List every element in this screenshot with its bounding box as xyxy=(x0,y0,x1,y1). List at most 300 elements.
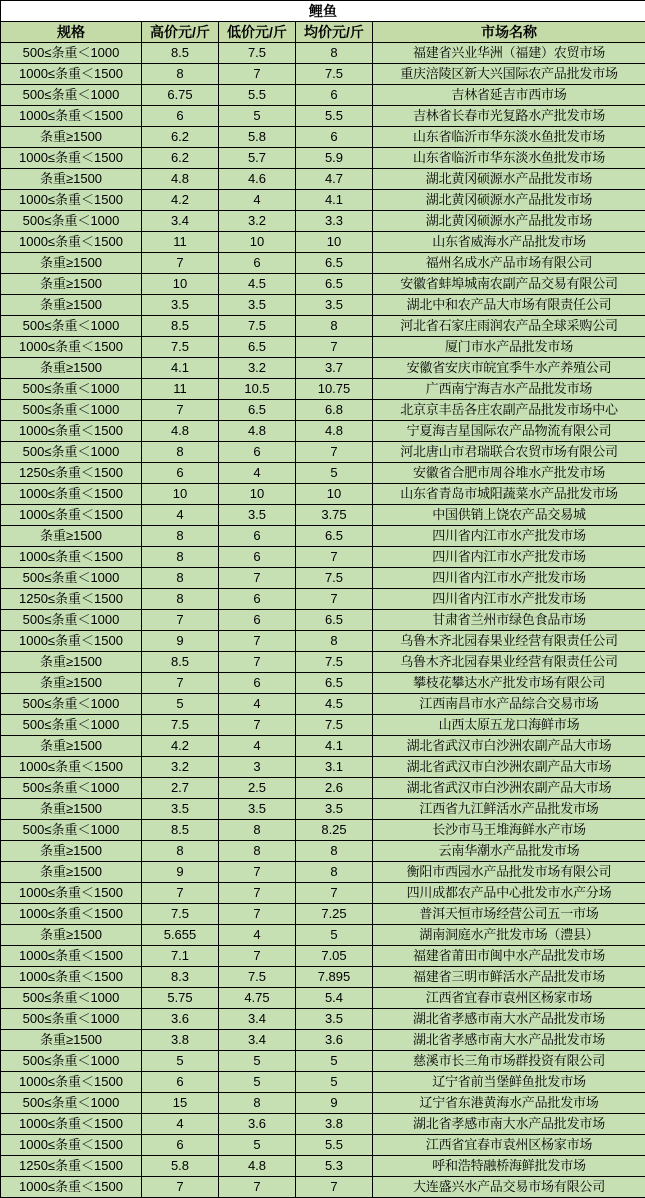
high-price-cell: 7.5 xyxy=(142,337,219,358)
header-market-name: 市场名称 xyxy=(373,22,645,43)
table-row xyxy=(1,799,645,820)
table-row xyxy=(1,400,645,421)
market-name-cell: 湖北中和农产品大市场有限责任公司 xyxy=(373,295,645,316)
market-name-cell: 湖北省孝感市南大水产品批发市场 xyxy=(373,1114,645,1135)
low-price-cell: 7 xyxy=(219,1177,296,1198)
low-price-cell: 4.6 xyxy=(219,169,296,190)
spec-cell: 1000≤条重＜1500 xyxy=(1,946,142,967)
spec-cell: 1000≤条重＜1500 xyxy=(1,1072,142,1093)
market-name-cell: 江西省宜春市袁州区杨家市场 xyxy=(373,1135,645,1156)
market-name-cell: 中国供销上饶农产品交易城 xyxy=(373,505,645,526)
market-name-cell: 安徽省蚌埠城南农副产品交易有限公司 xyxy=(373,274,645,295)
market-name-cell: 山东省青岛市城阳蔬菜水产品批发市场 xyxy=(373,484,645,505)
market-name-cell: 乌鲁木齐北园春果业经营有限责任公司 xyxy=(373,631,645,652)
market-name-cell: 江西南昌市水产品综合交易市场 xyxy=(373,694,645,715)
spec-cell: 1000≤条重＜1500 xyxy=(1,337,142,358)
market-name-cell: 攀枝花攀达水产批发市场有限公司 xyxy=(373,673,645,694)
table-row xyxy=(1,127,645,148)
table-row xyxy=(1,169,645,190)
avg-price-cell: 7.25 xyxy=(296,904,373,925)
market-name-cell: 衡阳市西园水产品批发市场有限公司 xyxy=(373,862,645,883)
table-row xyxy=(1,64,645,85)
market-name-cell: 山东省威海水产品批发市场 xyxy=(373,232,645,253)
market-name-cell: 山东省临沂市华东淡水鱼批发市场 xyxy=(373,127,645,148)
low-price-cell: 7 xyxy=(219,862,296,883)
high-price-cell: 10 xyxy=(142,484,219,505)
market-name-cell: 江西省九江鲜活水产品批发市场 xyxy=(373,799,645,820)
table-row xyxy=(1,1030,645,1051)
high-price-cell: 8.5 xyxy=(142,652,219,673)
spec-cell: 1000≤条重＜1500 xyxy=(1,883,142,904)
avg-price-cell: 4.8 xyxy=(296,421,373,442)
avg-price-cell: 9 xyxy=(296,1093,373,1114)
table-row xyxy=(1,778,645,799)
spec-cell: 500≤条重＜1000 xyxy=(1,379,142,400)
high-price-cell: 8.5 xyxy=(142,820,219,841)
spec-cell: 条重≥1500 xyxy=(1,358,142,379)
avg-price-cell: 8 xyxy=(296,43,373,64)
market-name-cell: 四川省内江市水产批发市场 xyxy=(373,589,645,610)
high-price-cell: 4 xyxy=(142,505,219,526)
low-price-cell: 6 xyxy=(219,526,296,547)
table-row xyxy=(1,715,645,736)
market-name-cell: 宁夏海吉星国际农产品物流有限公司 xyxy=(373,421,645,442)
low-price-cell: 6 xyxy=(219,610,296,631)
market-name-cell: 湖北省孝感市南大水产品批发市场 xyxy=(373,1009,645,1030)
avg-price-cell: 5 xyxy=(296,1072,373,1093)
high-price-cell: 8 xyxy=(142,841,219,862)
market-name-cell: 湖北省武汉市白沙洲农副产品大市场 xyxy=(373,757,645,778)
spec-cell: 条重≥1500 xyxy=(1,295,142,316)
market-name-cell: 慈溪市长三角市场群投资有限公司 xyxy=(373,1051,645,1072)
spec-cell: 1000≤条重＜1500 xyxy=(1,505,142,526)
table-row xyxy=(1,736,645,757)
avg-price-cell: 3.3 xyxy=(296,211,373,232)
low-price-cell: 3.5 xyxy=(219,505,296,526)
avg-price-cell: 6.5 xyxy=(296,253,373,274)
table-row xyxy=(1,148,645,169)
market-name-cell: 江西省宜春市袁州区杨家市场 xyxy=(373,988,645,1009)
table-row xyxy=(1,904,645,925)
high-price-cell: 8 xyxy=(142,547,219,568)
market-name-cell: 福州名成水产品市场有限公司 xyxy=(373,253,645,274)
low-price-cell: 5.5 xyxy=(219,85,296,106)
avg-price-cell: 7 xyxy=(296,589,373,610)
table-row xyxy=(1,967,645,988)
spec-cell: 条重≥1500 xyxy=(1,841,142,862)
high-price-cell: 4 xyxy=(142,1114,219,1135)
low-price-cell: 4.8 xyxy=(219,421,296,442)
spec-cell: 1000≤条重＜1500 xyxy=(1,484,142,505)
low-price-cell: 8 xyxy=(219,841,296,862)
table-row xyxy=(1,337,645,358)
spec-cell: 条重≥1500 xyxy=(1,253,142,274)
high-price-cell: 8 xyxy=(142,568,219,589)
high-price-cell: 8.5 xyxy=(142,43,219,64)
high-price-cell: 5.8 xyxy=(142,1156,219,1177)
high-price-cell: 6 xyxy=(142,106,219,127)
spec-cell: 条重≥1500 xyxy=(1,274,142,295)
low-price-cell: 3.5 xyxy=(219,295,296,316)
low-price-cell: 4 xyxy=(219,736,296,757)
table-row xyxy=(1,253,645,274)
high-price-cell: 11 xyxy=(142,379,219,400)
avg-price-cell: 10 xyxy=(296,232,373,253)
high-price-cell: 4.2 xyxy=(142,736,219,757)
spec-cell: 500≤条重＜1000 xyxy=(1,715,142,736)
spec-cell: 500≤条重＜1000 xyxy=(1,1093,142,1114)
spec-cell: 500≤条重＜1000 xyxy=(1,820,142,841)
high-price-cell: 9 xyxy=(142,862,219,883)
high-price-cell: 6 xyxy=(142,463,219,484)
market-name-cell: 吉林省延吉市西市场 xyxy=(373,85,645,106)
high-price-cell: 2.7 xyxy=(142,778,219,799)
market-name-cell: 湖北省武汉市白沙洲农副产品大市场 xyxy=(373,778,645,799)
spec-cell: 1000≤条重＜1500 xyxy=(1,757,142,778)
spec-cell: 500≤条重＜1000 xyxy=(1,778,142,799)
low-price-cell: 6 xyxy=(219,253,296,274)
high-price-cell: 6 xyxy=(142,1135,219,1156)
avg-price-cell: 6 xyxy=(296,127,373,148)
market-name-cell: 重庆涪陵区新大兴国际农产品批发市场 xyxy=(373,64,645,85)
avg-price-cell: 3.1 xyxy=(296,757,373,778)
low-price-cell: 10.5 xyxy=(219,379,296,400)
header-high-price: 高价元/斤 xyxy=(142,22,219,43)
avg-price-cell: 8 xyxy=(296,841,373,862)
table-row xyxy=(1,1135,645,1156)
table-row xyxy=(1,484,645,505)
low-price-cell: 6 xyxy=(219,589,296,610)
low-price-cell: 4.75 xyxy=(219,988,296,1009)
avg-price-cell: 8.25 xyxy=(296,820,373,841)
avg-price-cell: 3.7 xyxy=(296,358,373,379)
table-row xyxy=(1,43,645,64)
low-price-cell: 4 xyxy=(219,190,296,211)
market-name-cell: 湖北黄冈硕源水产品批发市场 xyxy=(373,169,645,190)
market-name-cell: 辽宁省前当堡鲜鱼批发市场 xyxy=(373,1072,645,1093)
high-price-cell: 7.5 xyxy=(142,715,219,736)
table-row xyxy=(1,757,645,778)
high-price-cell: 7 xyxy=(142,1177,219,1198)
avg-price-cell: 5.9 xyxy=(296,148,373,169)
avg-price-cell: 4.1 xyxy=(296,190,373,211)
high-price-cell: 3.8 xyxy=(142,1030,219,1051)
avg-price-cell: 8 xyxy=(296,862,373,883)
avg-price-cell: 6 xyxy=(296,85,373,106)
avg-price-cell: 2.6 xyxy=(296,778,373,799)
spec-cell: 500≤条重＜1000 xyxy=(1,316,142,337)
table-row xyxy=(1,820,645,841)
avg-price-cell: 7 xyxy=(296,547,373,568)
high-price-cell: 6.75 xyxy=(142,85,219,106)
market-name-cell: 甘肃省兰州市绿色食品市场 xyxy=(373,610,645,631)
high-price-cell: 8.5 xyxy=(142,316,219,337)
table-row xyxy=(1,988,645,1009)
spec-cell: 500≤条重＜1000 xyxy=(1,442,142,463)
market-name-cell: 呼和浩特融桥海鲜批发市场 xyxy=(373,1156,645,1177)
low-price-cell: 3.2 xyxy=(219,358,296,379)
avg-price-cell: 4.7 xyxy=(296,169,373,190)
avg-price-cell: 5.4 xyxy=(296,988,373,1009)
low-price-cell: 4.8 xyxy=(219,1156,296,1177)
table-row xyxy=(1,505,645,526)
table-body xyxy=(1,43,645,1198)
low-price-cell: 6.5 xyxy=(219,337,296,358)
spec-cell: 500≤条重＜1000 xyxy=(1,85,142,106)
low-price-cell: 7.5 xyxy=(219,967,296,988)
table-row xyxy=(1,673,645,694)
table-row xyxy=(1,1093,645,1114)
table-row xyxy=(1,190,645,211)
high-price-cell: 6.2 xyxy=(142,127,219,148)
low-price-cell: 3.6 xyxy=(219,1114,296,1135)
low-price-cell: 5.7 xyxy=(219,148,296,169)
avg-price-cell: 6.8 xyxy=(296,400,373,421)
low-price-cell: 3.4 xyxy=(219,1030,296,1051)
high-price-cell: 7.1 xyxy=(142,946,219,967)
low-price-cell: 8 xyxy=(219,1093,296,1114)
low-price-cell: 5 xyxy=(219,106,296,127)
high-price-cell: 5.655 xyxy=(142,925,219,946)
high-price-cell: 15 xyxy=(142,1093,219,1114)
avg-price-cell: 10.75 xyxy=(296,379,373,400)
avg-price-cell: 7.5 xyxy=(296,652,373,673)
market-name-cell: 普洱天恒市场经营公司五一市场 xyxy=(373,904,645,925)
table-row xyxy=(1,1177,645,1198)
spec-cell: 条重≥1500 xyxy=(1,652,142,673)
avg-price-cell: 6.5 xyxy=(296,526,373,547)
table-row xyxy=(1,547,645,568)
low-price-cell: 10 xyxy=(219,232,296,253)
low-price-cell: 10 xyxy=(219,484,296,505)
avg-price-cell: 4.1 xyxy=(296,736,373,757)
high-price-cell: 8 xyxy=(142,526,219,547)
table-row xyxy=(1,295,645,316)
low-price-cell: 6 xyxy=(219,673,296,694)
market-name-cell: 云南华潮水产品批发市场 xyxy=(373,841,645,862)
market-name-cell: 湖北黄冈硕源水产品批发市场 xyxy=(373,190,645,211)
market-name-cell: 大连盛兴水产品交易市场有限公司 xyxy=(373,1177,645,1198)
low-price-cell: 7 xyxy=(219,652,296,673)
high-price-cell: 6.2 xyxy=(142,148,219,169)
avg-price-cell: 7 xyxy=(296,1177,373,1198)
avg-price-cell: 6.5 xyxy=(296,610,373,631)
avg-price-cell: 3.5 xyxy=(296,799,373,820)
avg-price-cell: 7.5 xyxy=(296,64,373,85)
table-row xyxy=(1,589,645,610)
low-price-cell: 7.5 xyxy=(219,316,296,337)
table-row xyxy=(1,610,645,631)
spec-cell: 1250≤条重＜1500 xyxy=(1,463,142,484)
high-price-cell: 7 xyxy=(142,883,219,904)
avg-price-cell: 7.05 xyxy=(296,946,373,967)
avg-price-cell: 6.5 xyxy=(296,274,373,295)
spec-cell: 500≤条重＜1000 xyxy=(1,694,142,715)
avg-price-cell: 3.6 xyxy=(296,1030,373,1051)
avg-price-cell: 8 xyxy=(296,316,373,337)
high-price-cell: 3.2 xyxy=(142,757,219,778)
high-price-cell: 4.8 xyxy=(142,421,219,442)
spec-cell: 1000≤条重＜1500 xyxy=(1,1114,142,1135)
avg-price-cell: 5.5 xyxy=(296,106,373,127)
market-name-cell: 湖北省武汉市白沙洲农副产品大市场 xyxy=(373,736,645,757)
spec-cell: 1000≤条重＜1500 xyxy=(1,106,142,127)
spec-cell: 条重≥1500 xyxy=(1,925,142,946)
market-name-cell: 河北省石家庄雨润农产品全球采购公司 xyxy=(373,316,645,337)
spec-cell: 条重≥1500 xyxy=(1,799,142,820)
low-price-cell: 5 xyxy=(219,1072,296,1093)
high-price-cell: 7 xyxy=(142,673,219,694)
market-name-cell: 山西太原五龙口海鲜市场 xyxy=(373,715,645,736)
market-name-cell: 福建省兴业华洲（福建）农贸市场 xyxy=(373,43,645,64)
market-name-cell: 福建省三明市鲜活水产品批发市场 xyxy=(373,967,645,988)
high-price-cell: 7 xyxy=(142,610,219,631)
table-title: 鲤鱼 xyxy=(1,1,645,22)
low-price-cell: 5.8 xyxy=(219,127,296,148)
avg-price-cell: 6.5 xyxy=(296,673,373,694)
header-row xyxy=(1,22,645,43)
low-price-cell: 4 xyxy=(219,463,296,484)
low-price-cell: 3.5 xyxy=(219,799,296,820)
spec-cell: 500≤条重＜1000 xyxy=(1,988,142,1009)
spec-cell: 1000≤条重＜1500 xyxy=(1,148,142,169)
table-row xyxy=(1,883,645,904)
avg-price-cell: 7 xyxy=(296,337,373,358)
spec-cell: 条重≥1500 xyxy=(1,736,142,757)
high-price-cell: 5 xyxy=(142,694,219,715)
table-row xyxy=(1,526,645,547)
spec-cell: 1000≤条重＜1500 xyxy=(1,631,142,652)
spec-cell: 500≤条重＜1000 xyxy=(1,211,142,232)
low-price-cell: 2.5 xyxy=(219,778,296,799)
table-row xyxy=(1,85,645,106)
spec-cell: 500≤条重＜1000 xyxy=(1,568,142,589)
avg-price-cell: 5 xyxy=(296,463,373,484)
avg-price-cell: 7.5 xyxy=(296,715,373,736)
avg-price-cell: 8 xyxy=(296,631,373,652)
high-price-cell: 7 xyxy=(142,400,219,421)
high-price-cell: 8 xyxy=(142,589,219,610)
high-price-cell: 5 xyxy=(142,1051,219,1072)
low-price-cell: 7 xyxy=(219,64,296,85)
table-row xyxy=(1,1156,645,1177)
high-price-cell: 4.1 xyxy=(142,358,219,379)
low-price-cell: 6 xyxy=(219,442,296,463)
spec-cell: 1000≤条重＜1500 xyxy=(1,190,142,211)
header-spec: 规格 xyxy=(1,22,142,43)
table-row xyxy=(1,652,645,673)
low-price-cell: 5 xyxy=(219,1051,296,1072)
table-row xyxy=(1,421,645,442)
market-name-cell: 四川省内江市水产批发市场 xyxy=(373,526,645,547)
high-price-cell: 8.3 xyxy=(142,967,219,988)
spec-cell: 500≤条重＜1000 xyxy=(1,43,142,64)
avg-price-cell: 7.895 xyxy=(296,967,373,988)
spec-cell: 500≤条重＜1000 xyxy=(1,1009,142,1030)
high-price-cell: 4.8 xyxy=(142,169,219,190)
avg-price-cell: 5.5 xyxy=(296,1135,373,1156)
low-price-cell: 5 xyxy=(219,1135,296,1156)
table-row xyxy=(1,925,645,946)
market-name-cell: 河北唐山市君瑞联合农贸市场有限公司 xyxy=(373,442,645,463)
market-name-cell: 福建省莆田市闽中水产品批发市场 xyxy=(373,946,645,967)
high-price-cell: 6 xyxy=(142,1072,219,1093)
table-row xyxy=(1,862,645,883)
low-price-cell: 3.4 xyxy=(219,1009,296,1030)
table-row xyxy=(1,631,645,652)
high-price-cell: 7 xyxy=(142,253,219,274)
market-name-cell: 四川省内江市水产批发市场 xyxy=(373,568,645,589)
spec-cell: 500≤条重＜1000 xyxy=(1,610,142,631)
avg-price-cell: 4.5 xyxy=(296,694,373,715)
market-name-cell: 长沙市马王堆海鲜水产市场 xyxy=(373,820,645,841)
market-name-cell: 山东省临沂市华东淡水鱼批发市场 xyxy=(373,148,645,169)
avg-price-cell: 5 xyxy=(296,925,373,946)
table-row xyxy=(1,232,645,253)
market-name-cell: 湖北黄冈硕源水产品批发市场 xyxy=(373,211,645,232)
spec-cell: 1000≤条重＜1500 xyxy=(1,232,142,253)
market-name-cell: 乌鲁木齐北园春果业经营有限责任公司 xyxy=(373,652,645,673)
spec-cell: 500≤条重＜1000 xyxy=(1,1051,142,1072)
table-row xyxy=(1,1072,645,1093)
spec-cell: 1250≤条重＜1500 xyxy=(1,589,142,610)
market-name-cell: 吉林省长春市光复路水产批发市场 xyxy=(373,106,645,127)
spec-cell: 1000≤条重＜1500 xyxy=(1,547,142,568)
market-name-cell: 安徽省合肥市周谷堆水产批发市场 xyxy=(373,463,645,484)
high-price-cell: 10 xyxy=(142,274,219,295)
high-price-cell: 8 xyxy=(142,64,219,85)
low-price-cell: 4 xyxy=(219,694,296,715)
table-row xyxy=(1,442,645,463)
market-name-cell: 广西南宁海吉水产品批发市场 xyxy=(373,379,645,400)
low-price-cell: 7.5 xyxy=(219,43,296,64)
market-name-cell: 辽宁省东港黄海水产品批发市场 xyxy=(373,1093,645,1114)
table-row xyxy=(1,316,645,337)
table-row xyxy=(1,358,645,379)
table-row xyxy=(1,568,645,589)
spec-cell: 条重≥1500 xyxy=(1,1030,142,1051)
high-price-cell: 11 xyxy=(142,232,219,253)
spec-cell: 1000≤条重＜1500 xyxy=(1,1177,142,1198)
header-low-price: 低价元/斤 xyxy=(219,22,296,43)
low-price-cell: 7 xyxy=(219,568,296,589)
low-price-cell: 7 xyxy=(219,946,296,967)
avg-price-cell: 5.3 xyxy=(296,1156,373,1177)
avg-price-cell: 3.5 xyxy=(296,1009,373,1030)
market-name-cell: 湖南洞庭水产批发市场（澧县） xyxy=(373,925,645,946)
high-price-cell: 3.5 xyxy=(142,799,219,820)
spec-cell: 条重≥1500 xyxy=(1,526,142,547)
table-row xyxy=(1,211,645,232)
header-avg-price: 均价元/斤 xyxy=(296,22,373,43)
spec-cell: 1000≤条重＜1500 xyxy=(1,904,142,925)
title-row xyxy=(1,1,645,22)
low-price-cell: 8 xyxy=(219,820,296,841)
spec-cell: 500≤条重＜1000 xyxy=(1,400,142,421)
market-name-cell: 安徽省安庆市皖宜季牛水产养殖公司 xyxy=(373,358,645,379)
spec-cell: 1000≤条重＜1500 xyxy=(1,1135,142,1156)
market-name-cell: 湖北省孝感市南大水产品批发市场 xyxy=(373,1030,645,1051)
avg-price-cell: 3.8 xyxy=(296,1114,373,1135)
table-row xyxy=(1,274,645,295)
table-row xyxy=(1,463,645,484)
market-name-cell: 北京京丰岳各庄农副产品批发市场中心 xyxy=(373,400,645,421)
table-row xyxy=(1,841,645,862)
table-row xyxy=(1,1009,645,1030)
spec-cell: 条重≥1500 xyxy=(1,127,142,148)
avg-price-cell: 7.5 xyxy=(296,568,373,589)
market-name-cell: 四川成都农产品中心批发市水产分场 xyxy=(373,883,645,904)
